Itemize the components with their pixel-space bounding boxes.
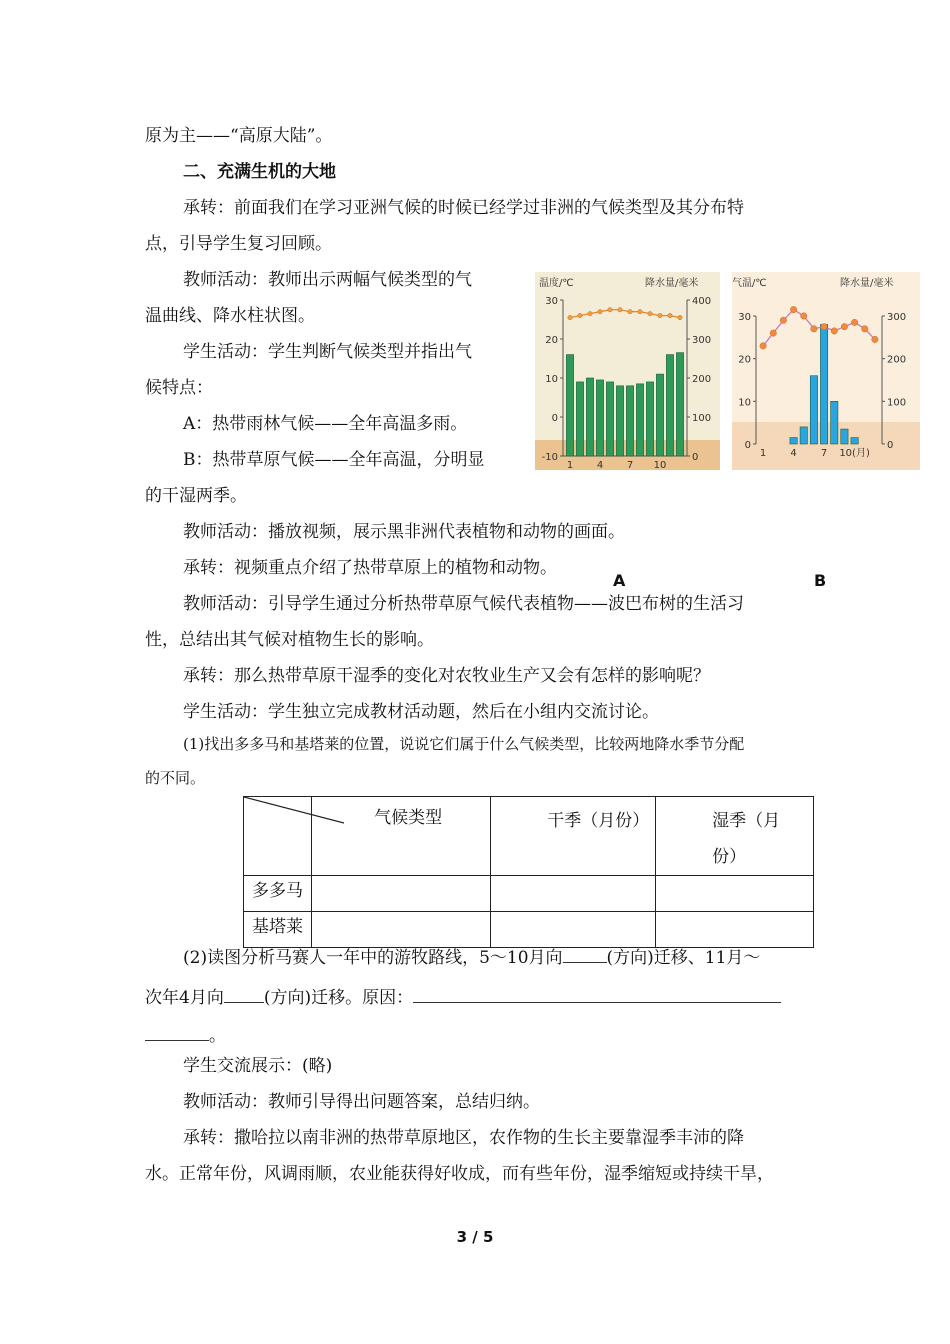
temperature-point bbox=[760, 343, 766, 349]
reason-blank-cont[interactable] bbox=[145, 1022, 209, 1041]
precip-bar bbox=[646, 382, 653, 456]
direction-blank-1[interactable] bbox=[563, 944, 607, 963]
text-line: (1)找出多多马和基塔莱的位置，说说它们属于什么气候类型，比较两地降水季节分配 bbox=[183, 735, 745, 753]
precip-bar bbox=[841, 429, 848, 444]
x-tick-label: 4 bbox=[790, 448, 797, 459]
temperature-point bbox=[872, 336, 878, 342]
x-tick-label: 10 bbox=[653, 460, 667, 470]
table-row bbox=[244, 876, 814, 912]
y-axis-title: 温度/℃ bbox=[539, 278, 574, 289]
text-line: 的干湿两季。 bbox=[145, 486, 247, 506]
y2-tick-label: 100 bbox=[692, 413, 712, 424]
y2-tick-label: 0 bbox=[692, 452, 699, 463]
question-2-line2 bbox=[145, 984, 781, 1010]
table-row bbox=[244, 912, 814, 948]
climate-chart-b bbox=[732, 272, 920, 470]
question-2-line3 bbox=[145, 1022, 226, 1048]
precip-bar bbox=[636, 384, 643, 456]
y2-tick-label: 400 bbox=[692, 296, 712, 307]
page-number: 3 / 5 bbox=[456, 1228, 494, 1246]
q2-text: 。 bbox=[209, 1026, 226, 1046]
table-cell[interactable] bbox=[491, 912, 656, 948]
y2-tick-label: 300 bbox=[692, 335, 712, 346]
q2-text: 次年4月向 bbox=[145, 988, 224, 1008]
text-line: 承转：那么热带草原干湿季的变化对农牧业生产又会有怎样的影响呢？ bbox=[183, 666, 710, 686]
header-wet-season: 湿季（月份） bbox=[656, 797, 814, 876]
y2-axis-title: 降水量/毫米 bbox=[840, 278, 894, 289]
text-line: B：热带草原气候——全年高温，分明显 bbox=[183, 450, 485, 470]
precip-bar bbox=[576, 382, 583, 456]
y-tick-label: 30 bbox=[738, 312, 751, 323]
row-label: 基塔莱 bbox=[244, 912, 312, 948]
temperature-point bbox=[678, 315, 682, 319]
q2-text: (方向)迁移。原因： bbox=[263, 988, 414, 1008]
temperature-point bbox=[831, 328, 837, 334]
text-line: 温曲线、降水柱状图。 bbox=[145, 306, 315, 326]
y2-tick-label: 300 bbox=[887, 312, 907, 323]
chart-b-label: B bbox=[814, 571, 827, 590]
direction-blank-2[interactable] bbox=[224, 984, 264, 1003]
text-line: 教师活动：教师引导得出问题答案，总结归纳。 bbox=[183, 1092, 540, 1112]
temperature-point bbox=[790, 306, 796, 312]
y2-tick-label: 200 bbox=[692, 374, 712, 385]
temperature-point bbox=[770, 330, 776, 336]
temperature-point bbox=[588, 311, 592, 315]
y2-axis-title: 降水量/毫米 bbox=[645, 278, 699, 289]
climate-chart-a bbox=[535, 272, 720, 470]
chart-a-label: A bbox=[613, 571, 626, 590]
x-tick-label: 1 bbox=[566, 460, 574, 470]
text-line: 教师活动：引导学生通过分析热带草原气候代表植物——波巴布树的生活习 bbox=[183, 594, 744, 614]
text-line: 学生活动：学生判断气候类型并指出气 bbox=[183, 342, 472, 362]
question-2-line1 bbox=[183, 944, 760, 970]
header-climate-type: 气候类型 bbox=[312, 797, 491, 876]
text-line: 原为主——“高原大陆”。 bbox=[145, 126, 333, 146]
text-line: 承转：视频重点介绍了热带草原上的植物和动物。 bbox=[183, 558, 557, 578]
text-line: 水。正常年份，风调雨顺，农业能获得好收成，而有些年份，湿季缩短或持续干旱， bbox=[145, 1164, 774, 1184]
precip-bar bbox=[596, 380, 603, 456]
table-diagonal-cell bbox=[244, 797, 312, 876]
temperature-point bbox=[618, 308, 622, 312]
temperature-point bbox=[780, 317, 786, 323]
temperature-point bbox=[598, 310, 602, 314]
precip-bar bbox=[656, 374, 663, 456]
precip-bar bbox=[800, 427, 807, 444]
precip-bar bbox=[586, 378, 593, 456]
temperature-point bbox=[841, 323, 847, 329]
temperature-point bbox=[801, 313, 807, 319]
text-line: 承转：前面我们在学习亚洲气候的时候已经学过非洲的气候类型及其分布特 bbox=[183, 198, 744, 218]
text-line: 教师活动：播放视频，展示黑非洲代表植物和动物的画面。 bbox=[183, 522, 625, 542]
x-tick-label: 4 bbox=[596, 460, 604, 470]
text-line: A：热带雨林气候——全年高温多雨。 bbox=[183, 414, 468, 434]
precip-bar bbox=[606, 382, 613, 456]
temperature-point bbox=[668, 313, 672, 317]
y-tick-label: 10 bbox=[738, 397, 751, 409]
diagonal-line bbox=[244, 797, 344, 869]
text-line: 候特点： bbox=[145, 378, 213, 398]
y-tick-label: 10 bbox=[545, 374, 558, 385]
temperature-point bbox=[578, 313, 582, 317]
precip-bar bbox=[810, 376, 817, 444]
temperature-point bbox=[638, 310, 642, 314]
temperature-point bbox=[628, 310, 632, 314]
precip-bar bbox=[676, 353, 683, 456]
precip-bar bbox=[626, 386, 633, 456]
table-cell[interactable] bbox=[656, 876, 814, 912]
temperature-point bbox=[862, 326, 868, 332]
text-line: 性，总结出其气候对植物生长的影响。 bbox=[145, 630, 434, 650]
y-tick-label: 20 bbox=[545, 335, 558, 346]
temperature-point bbox=[851, 319, 857, 325]
text-line: 学生交流展示：(略) bbox=[183, 1056, 333, 1076]
temperature-point bbox=[811, 326, 817, 332]
precip-bar bbox=[616, 386, 623, 456]
table-cell[interactable] bbox=[491, 876, 656, 912]
y2-tick-label: 200 bbox=[887, 354, 907, 366]
precip-bar bbox=[790, 438, 797, 444]
text-line: 学生活动：学生独立完成教材活动题，然后在小组内交流讨论。 bbox=[183, 702, 659, 722]
precip-bar bbox=[851, 438, 858, 444]
y2-tick-label: 0 bbox=[887, 440, 894, 451]
y2-tick-label: 100 bbox=[887, 397, 907, 409]
precip-bar bbox=[666, 355, 673, 456]
temperature-point bbox=[648, 311, 652, 315]
y-tick-label: 20 bbox=[738, 354, 751, 366]
row-label: 多多马 bbox=[244, 876, 312, 912]
header-dry-season: 干季（月份） bbox=[491, 797, 656, 876]
table-header-row bbox=[244, 797, 814, 876]
table-cell[interactable] bbox=[312, 912, 491, 948]
y-tick-label: -10 bbox=[541, 452, 558, 463]
x-tick-label: 1 bbox=[759, 448, 767, 459]
temperature-point bbox=[568, 315, 572, 319]
x-tick-label: 7 bbox=[626, 460, 634, 470]
section-heading: 二、充满生机的大地 bbox=[183, 162, 336, 182]
precip-bar bbox=[566, 355, 573, 456]
y-tick-label: 0 bbox=[744, 440, 751, 451]
y-axis-title: 气温/℃ bbox=[732, 278, 767, 289]
x-tick-label: 7 bbox=[820, 448, 828, 459]
table-cell[interactable] bbox=[312, 876, 491, 912]
q2-text: (2)读图分析马赛人一年中的游牧路线，5～10月向 bbox=[183, 948, 563, 968]
temperature-point bbox=[608, 308, 612, 312]
climate-table bbox=[243, 796, 814, 948]
table-cell[interactable] bbox=[656, 912, 814, 948]
x-tick-label: 10(月) bbox=[839, 448, 870, 459]
temperature-point bbox=[821, 323, 827, 329]
reason-blank[interactable] bbox=[413, 984, 781, 1003]
precip-bar bbox=[820, 325, 827, 444]
text-line: 点，引导学生复习回顾。 bbox=[145, 234, 332, 254]
temperature-point bbox=[658, 313, 662, 317]
text-line: 承转：撒哈拉以南非洲的热带草原地区，农作物的生长主要靠湿季丰沛的降 bbox=[183, 1128, 744, 1148]
text-line: 教师活动：教师出示两幅气候类型的气 bbox=[183, 270, 472, 290]
y-tick-label: 30 bbox=[545, 296, 558, 307]
text-line: 的不同。 bbox=[145, 769, 206, 787]
q2-text: (方向)迁移、11月～ bbox=[606, 948, 761, 968]
precip-bar bbox=[831, 401, 838, 444]
y-tick-label: 0 bbox=[551, 413, 558, 424]
